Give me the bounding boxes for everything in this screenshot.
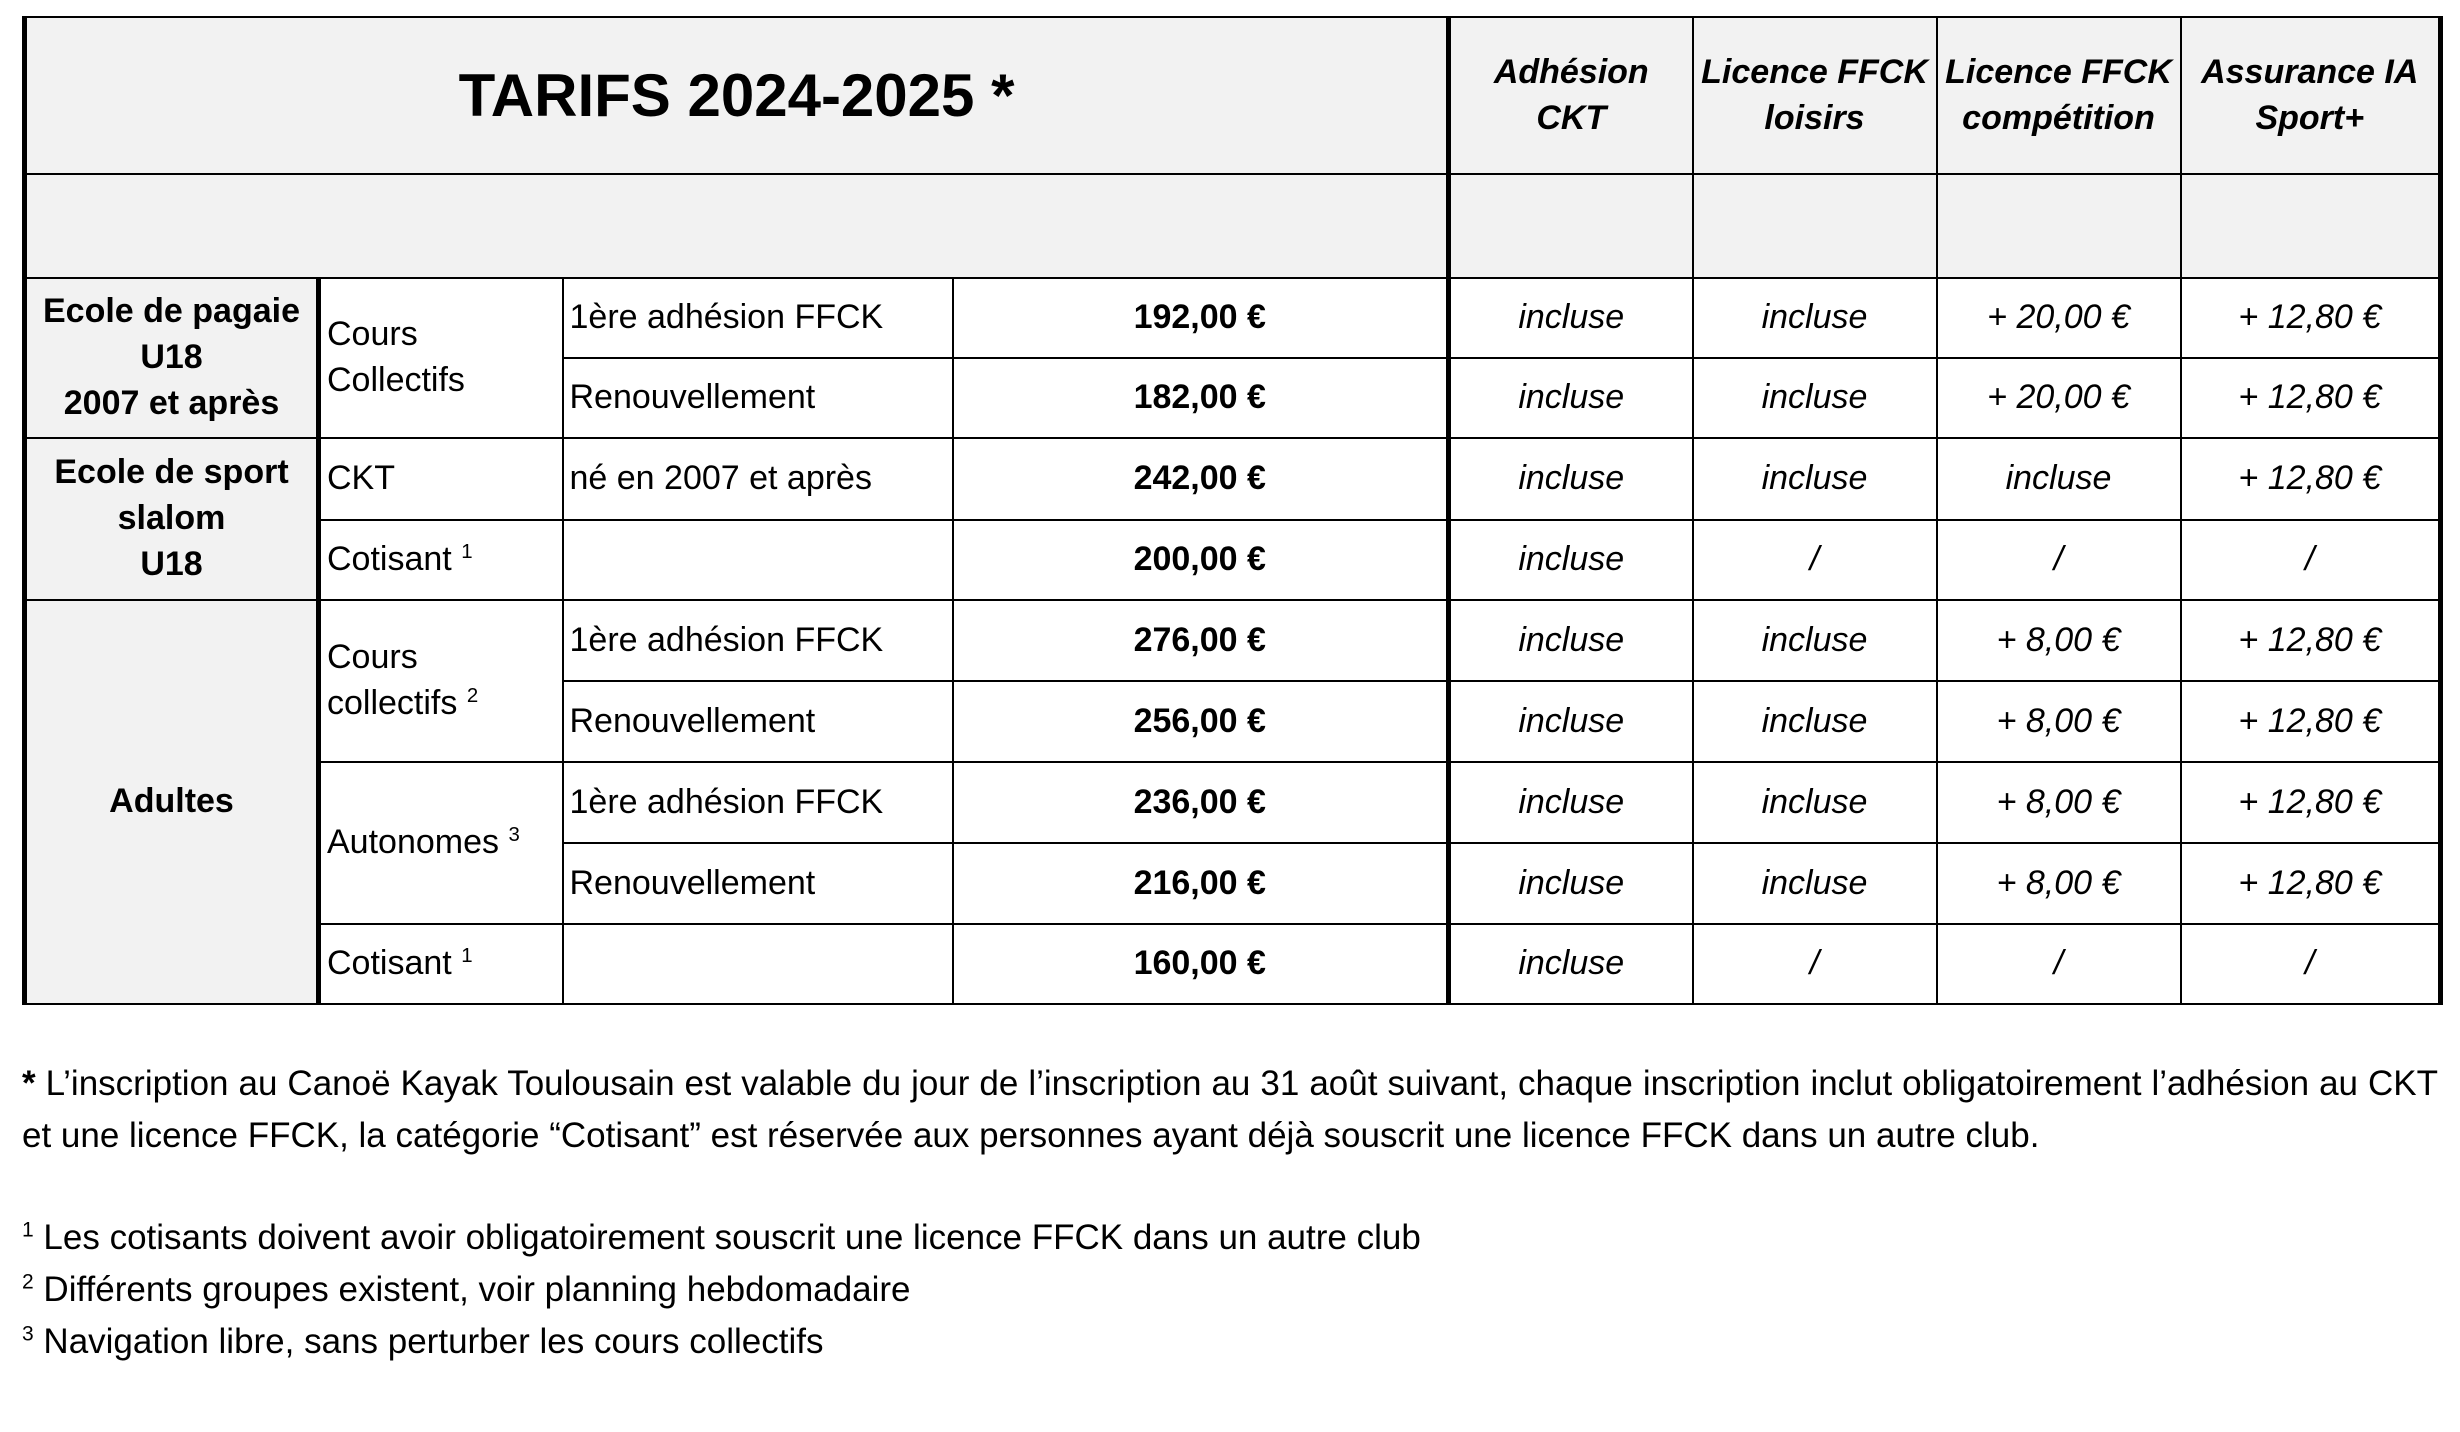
loisirs-cell: incluse: [1693, 278, 1937, 358]
category-ecole-sport: [25, 438, 319, 600]
cotisant-label: Cotisant: [327, 944, 452, 983]
main-note: [22, 1058, 2438, 1162]
empty-cell: [1937, 174, 2181, 278]
category-ecole-pagaie: [25, 278, 319, 438]
assurance-cell: + 12,80 €: [2181, 843, 2441, 924]
footnote-text: Les cotisants doivent avoir obligatoirement souscrit une licence FFCK dans un autre club: [33, 1218, 1421, 1257]
footnote: [22, 1264, 2438, 1316]
loisirs-cell: /: [1693, 924, 1937, 1004]
footnote-number: 1: [22, 1218, 34, 1242]
category-label: Ecole de pagaie: [43, 292, 300, 331]
footnote-ref: 1: [461, 540, 473, 563]
category-label: U18: [140, 544, 203, 583]
table-row: [25, 520, 2441, 600]
detail-cell: [563, 924, 953, 1004]
footnote-text: Différents groupes existent, voir planning hebdomadaire: [33, 1270, 911, 1309]
footnote-number: 3: [22, 1322, 34, 1346]
assurance-cell: + 12,80 €: [2181, 438, 2441, 520]
header-licence-competition: Licence FFCK compétition: [1937, 17, 2181, 174]
category-label: U18: [140, 338, 203, 377]
adhesion-cell: incluse: [1449, 278, 1693, 358]
footnote: [22, 1316, 2438, 1368]
competition-cell: + 8,00 €: [1937, 843, 2181, 924]
price-cell: 242,00 €: [953, 438, 1449, 520]
assurance-cell: + 12,80 €: [2181, 762, 2441, 843]
detail-cell: Renouvellement: [563, 358, 953, 438]
price-cell: 236,00 €: [953, 762, 1449, 843]
detail-cell: 1ère adhésion FFCK: [563, 600, 953, 681]
spacer: [22, 1162, 2438, 1212]
competition-cell: + 8,00 €: [1937, 681, 2181, 762]
competition-cell: incluse: [1937, 438, 2181, 520]
price-cell: 216,00 €: [953, 843, 1449, 924]
adhesion-cell: incluse: [1449, 438, 1693, 520]
category-label: Ecole de sport: [54, 453, 289, 492]
category-label: 2007 et après: [63, 383, 280, 422]
footnote: [22, 1212, 2438, 1264]
category-label: slalom: [117, 499, 226, 538]
assurance-cell: + 12,80 €: [2181, 681, 2441, 762]
assurance-cell: + 12,80 €: [2181, 358, 2441, 438]
subcategory-cours-collectifs: Cours Collectifs: [319, 278, 563, 438]
competition-cell: + 8,00 €: [1937, 600, 2181, 681]
asterisk-marker: *: [22, 1064, 36, 1103]
competition-cell: /: [1937, 520, 2181, 600]
table-row: [25, 438, 2441, 520]
table-row: [25, 278, 2441, 358]
loisirs-cell: incluse: [1693, 358, 1937, 438]
loisirs-cell: incluse: [1693, 762, 1937, 843]
competition-cell: /: [1937, 924, 2181, 1004]
loisirs-cell: incluse: [1693, 681, 1937, 762]
loisirs-cell: incluse: [1693, 600, 1937, 681]
price-cell: 276,00 €: [953, 600, 1449, 681]
assurance-cell: + 12,80 €: [2181, 600, 2441, 681]
loisirs-cell: /: [1693, 520, 1937, 600]
table-row: [25, 600, 2441, 681]
footnote-ref: 3: [508, 823, 520, 846]
cours-label: Cours: [327, 638, 418, 677]
footnote-number: 2: [22, 1270, 34, 1294]
main-note-text: L’inscription au Canoë Kayak Toulousain est valable du jour de l’inscription au 31 août suivant, chaque inscription inclut obligatoirement l’adhésion au CKT et une licence FFCK, la catégorie “Cotisant” est réservée aux personnes ayant déjà souscrit une licence FFCK dans un autre club.: [22, 1064, 2438, 1155]
header-licence-loisirs: Licence FFCK loisirs: [1693, 17, 1937, 174]
adhesion-cell: incluse: [1449, 520, 1693, 600]
competition-cell: + 20,00 €: [1937, 358, 2181, 438]
subcategory-autonomes: [319, 762, 563, 924]
empty-cell: [25, 174, 1449, 278]
adhesion-cell: incluse: [1449, 924, 1693, 1004]
notes-section: [22, 1058, 2438, 1368]
assurance-cell: /: [2181, 924, 2441, 1004]
cours-label: collectifs: [327, 684, 458, 722]
detail-cell: [563, 520, 953, 600]
subcategory-cours-collectifs: [319, 600, 563, 762]
footnote-ref: 1: [461, 944, 473, 967]
empty-cell: [1693, 174, 1937, 278]
header-assurance: Assurance IA Sport+: [2181, 17, 2441, 174]
detail-cell: 1ère adhésion FFCK: [563, 278, 953, 358]
detail-cell: né en 2007 et après: [563, 438, 953, 520]
competition-cell: + 8,00 €: [1937, 762, 2181, 843]
subcategory-ckt: CKT: [319, 438, 563, 520]
category-adultes: Adultes: [25, 600, 319, 1004]
loisirs-cell: incluse: [1693, 438, 1937, 520]
autonomes-label: Autonomes: [327, 823, 499, 862]
adhesion-cell: incluse: [1449, 681, 1693, 762]
competition-cell: + 20,00 €: [1937, 278, 2181, 358]
price-cell: 200,00 €: [953, 520, 1449, 600]
empty-header-row: [25, 174, 2441, 278]
footnote-text: Navigation libre, sans perturber les cours collectifs: [33, 1322, 824, 1361]
detail-cell: Renouvellement: [563, 681, 953, 762]
price-cell: 192,00 €: [953, 278, 1449, 358]
footnote-ref: 2: [466, 684, 479, 707]
header-row: [25, 17, 2441, 174]
adhesion-cell: incluse: [1449, 843, 1693, 924]
detail-cell: Renouvellement: [563, 843, 953, 924]
detail-cell: 1ère adhésion FFCK: [563, 762, 953, 843]
adhesion-cell: incluse: [1449, 762, 1693, 843]
subcategory-cotisant: [319, 924, 563, 1004]
table-title: TARIFS 2024-2025 *: [25, 17, 1449, 174]
table-row: [25, 762, 2441, 843]
table-row: [25, 924, 2441, 1004]
cotisant-label: Cotisant: [327, 540, 452, 579]
assurance-cell: + 12,80 €: [2181, 278, 2441, 358]
header-adhesion-ckt: Adhésion CKT: [1449, 17, 1693, 174]
price-cell: 182,00 €: [953, 358, 1449, 438]
loisirs-cell: incluse: [1693, 843, 1937, 924]
assurance-cell: /: [2181, 520, 2441, 600]
adhesion-cell: incluse: [1449, 600, 1693, 681]
subcategory-cotisant: [319, 520, 563, 600]
tarifs-table: [22, 16, 2443, 1005]
empty-cell: [1449, 174, 1693, 278]
adhesion-cell: incluse: [1449, 358, 1693, 438]
price-cell: 256,00 €: [953, 681, 1449, 762]
price-cell: 160,00 €: [953, 924, 1449, 1004]
empty-cell: [2181, 174, 2441, 278]
